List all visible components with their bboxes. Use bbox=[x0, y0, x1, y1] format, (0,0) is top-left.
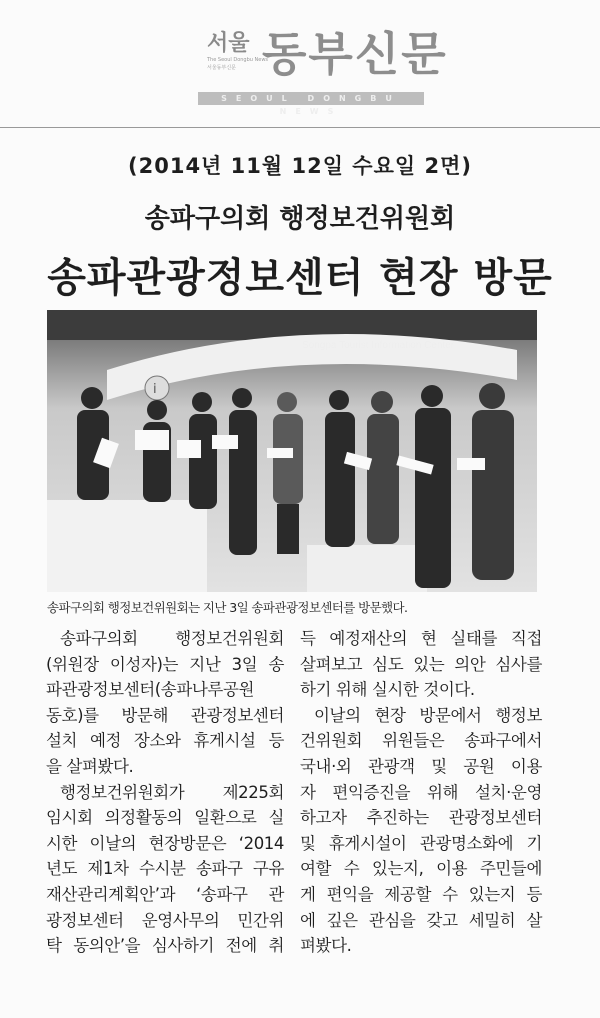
body-line: 살펴보고 심도 있는 의안 심사를 bbox=[300, 654, 542, 674]
photo-caption: 송파구의회 행정보건위원회는 지난 3일 송파관광정보센터를 방문했다. bbox=[47, 600, 408, 615]
masthead-small-text bbox=[207, 56, 268, 72]
divider bbox=[0, 127, 600, 128]
masthead-small-1: The Seoul Dongbu News bbox=[207, 57, 269, 63]
body-line: 시한 이날의 현장방문은 ‘2014 bbox=[46, 833, 284, 853]
subtitle: 송파구의회 행정보건위원회 bbox=[144, 204, 456, 234]
body-line: 설치 예정 장소와 휴게시설 등 bbox=[46, 731, 284, 751]
body-line: 이날의 현장 방문에서 행정보 bbox=[314, 705, 542, 725]
body-line: 동호)를 방문해 관광정보센터 bbox=[46, 705, 284, 725]
body-line: 을 살펴봤다. bbox=[46, 756, 134, 776]
body-line: 득 예정재산의 현 실태를 직접 bbox=[300, 629, 542, 648]
body-line: 행정보건위원회가 제225회 bbox=[60, 782, 284, 802]
body-column-right bbox=[300, 626, 542, 959]
body-line: 재산관리계획안’과 ‘송파구 관 bbox=[46, 884, 284, 904]
body-column-left bbox=[46, 626, 284, 959]
body-line: 년도 제1차 수시분 송파구 구유 bbox=[46, 859, 284, 879]
headline: 송파관광정보센터 현장 방문 bbox=[47, 254, 553, 301]
masthead-small-2: 서울동부신문 bbox=[207, 65, 236, 71]
photo-sign-text: Songpa Tourist Information Center bbox=[302, 340, 455, 351]
body-line: 에 깊은 관심을 갖고 세밀히 살 bbox=[300, 910, 542, 930]
body-line: 및 휴게시설이 관광명소화에 기 bbox=[300, 833, 542, 853]
body-line: (위원장 이성자)는 지난 3일 송 bbox=[46, 654, 284, 674]
body-line: 건위원회 위원들은 송파구에서 bbox=[300, 731, 542, 751]
body-line: 펴봤다. bbox=[300, 936, 352, 956]
article-photo bbox=[47, 310, 537, 592]
masthead bbox=[0, 0, 600, 128]
body-line: 송파구의회 행정보건위원회 bbox=[60, 629, 284, 648]
body-line: 임시회 의정활동의 일환으로 실 bbox=[46, 808, 284, 828]
body-line: 탁 동의안’을 심사하기 전에 취 bbox=[46, 936, 284, 956]
masthead-prefix: 서울 bbox=[207, 31, 250, 56]
photo-logo: i bbox=[153, 382, 157, 397]
body-line: 국내·외 관광객 및 공원 이용 bbox=[300, 756, 542, 776]
masthead-name: 동부신문 bbox=[262, 27, 448, 81]
body-line: 여할 수 있는지, 이용 주민들에 bbox=[300, 859, 542, 879]
body-line: 하기 위해 실시한 것이다. bbox=[300, 680, 475, 700]
date-line: (2014년 11월 12일 수요일 2면) bbox=[128, 154, 472, 178]
body-line: 하고자 추진하는 관광정보센터 bbox=[300, 808, 542, 828]
body-line: 파관광정보센터(송파나루공원 bbox=[46, 680, 255, 700]
body-line: 자 편익증진을 위해 설치·운영 bbox=[300, 782, 542, 802]
body-line: 게 편익을 제공할 수 있는지 등 bbox=[300, 884, 542, 904]
masthead-tagline: SEOUL DONGBU NEWS bbox=[198, 92, 424, 105]
body-line: 광정보센터 운영사무의 민간위 bbox=[46, 910, 284, 930]
